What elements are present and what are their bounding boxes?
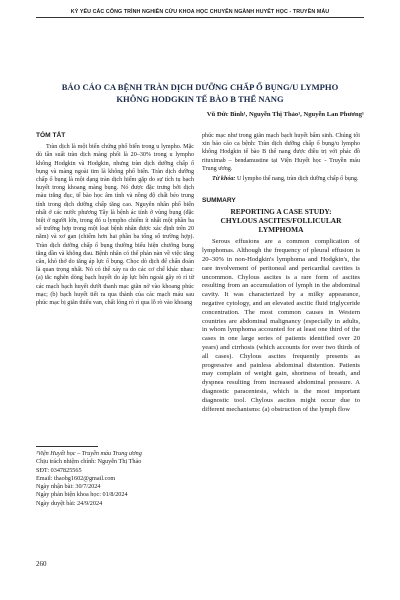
abstract-heading: TÓM TẮT — [36, 132, 66, 139]
summary-heading: SUMMARY — [202, 197, 236, 205]
article-title-line-2: KHÔNG HODGKIN TẾ BÀO B THỂ NANG — [116, 93, 284, 104]
article-title-line-1: BÁO CÁO CA BỆNH TRÀN DỊCH DƯỠNG CHẤP Ổ BỤNG/U LYMPHO — [61, 82, 339, 92]
journal-header: KỶ YẾU CÁC CÔNG TRÌNH NGHIÊN CỨU KHOA HỌC CHUYÊN NGÀNH HUYẾT HỌC - TRUYỀN MÁU — [70, 9, 330, 15]
header-rule — [36, 17, 364, 18]
english-title-line-1: REPORTING A CASE STUDY: — [230, 207, 332, 217]
footnote-rule — [36, 446, 98, 447]
keywords — [202, 175, 360, 183]
article-title — [36, 82, 364, 105]
abstract-vietnamese-part-1: Tràn dịch là một biến chứng phổ biến trong u lympho. Mặc dù tần suất tràn dịch màng phổi là 20–30% trong u lympho không Hodgkin và Hodgkin, nhưng tràn dịch dưỡng chấp ổ bụng và màng ngoài tim là không phổ biến. Tràn dịch dưỡng chấp ổ bụng là một dạng tràn dịch hiếm gặp do sự tích tụ bạch huyết trong khoang màng bụng. Nó được đặc trưng bởi dịch màu trắng đục, tế bào học âm tính và nồng độ chất béo trung tính trong dịch dưỡng chấp tăng cao. Nguyên nhân phổ biến nhất ở các nước phương Tây là bệnh ác tính ở vùng bụng (đặc biệt ở người lớn, trong đó u lympho chiếm ít nhất một phần ba số trường hợp trong một loạt bệnh nhân được xác định trên 20 năm) và xơ gan (chiếm hơn hai phần ba tổng số trường hợp). Tràn dịch dưỡng chấp ổ bụng thường biểu hiện chướng bụng tăng dần và không đau. Bệnh nhân có thể phàn nàn về việc tăng cân, khó thở do tăng áp lực ổ bụng. Chọc dò dịch để chẩn đoán là quan trọng nhất. Nó có thể xảy ra do các cơ chế khác nhau: (a) tắc nghẽn dòng bạch huyết do áp lực bên ngoài gây rò rỉ từ các mạch bạch huyết dưới thanh mạc giãn nở vào khoang phúc mạc; (b) bạch huyết tiết ra qua thành của các mạch máu sau phúc mạc bị giãn thiếu van, chất lỏng rò rỉ qua lỗ rò vào khoang — [36, 144, 194, 307]
right-column — [202, 132, 360, 414]
abstract-vietnamese-part-2: phúc mạc như trong giãn mạch bạch huyết bẩm sinh. Chúng tôi xin báo cáo ca bệnh: Tràn dịch dưỡng chấp ổ bụng/u lympho không Hodgkin tế bào B thể nang được điều trị với phác đồ rituximab – bendamustine tại Viện Huyết học - Truyền máu Trung ương. — [202, 133, 360, 172]
english-title-line-3: LYMPHOMA — [258, 225, 304, 235]
footnotes — [36, 450, 196, 508]
keywords-text: U lympho thể nang, tràn dịch dưỡng chấp ổ bụng. — [235, 176, 359, 183]
left-column — [36, 132, 194, 307]
footnote-email: Email: thaobg1602@gmail.com — [36, 474, 116, 482]
footnote-received: Ngày nhận bài: 30/7/2024 — [36, 483, 101, 491]
keywords-label: Từ khóa: — [212, 176, 236, 183]
footnote-phone: SĐT: 0347825565 — [36, 466, 82, 474]
english-title — [202, 207, 360, 234]
footnote-corresponding: Chịu trách nhiệm chính: Nguyễn Thị Thảo — [36, 458, 142, 466]
english-title-line-2: CHYLOUS ASCITES/FOLLICULAR — [220, 216, 342, 226]
footnote-affiliation: ¹Viện Huyết học – Truyền máu Trung ương — [36, 450, 142, 457]
page-number: 260 — [36, 560, 47, 568]
abstract-english: Serous effusions are a common complication of lymphomas. Although the frequency of pleural effusion is 20–30% in non-Hodgkin's lymphoma and Hodgkin's, the rare involvement of peritoneal and pericardial cavities is uncommon. Chylous ascites is a rare form of ascites resulting from an accumulation of lymph in the abdominal cavity. It was characterized by a milky appearance, negative cytology, and an elevated ascitic fluid triglyceride concentration. The most common causes in Western countries are abdominal malignancy (especially in adults, in whom lymphoma accounted for at least one third of the cases in one large series of patients identified over 20 years) and cirrhosis (which accounts for over two thirds of all cases). Chylous ascites frequently presents as progressive and painless abdominal distention. Patients may complain of weight gain, shortness of breath, and dyspnea resulting from increased abdominal pressure. A diagnostic paracentesis, which is the most important diagnostic tool. Chylous ascites might occur due to different mechanisms: (a) obstruction of the lymph flow — [202, 238, 360, 413]
footnote-reviewed: Ngày phản biện khoa học: 01/8/2024 — [36, 491, 128, 499]
authors: Vũ Đức Bình¹, Nguyễn Thị Thảo¹, Nguyễn Lan Phương¹ — [206, 111, 364, 118]
footnote-accepted: Ngày duyệt bài: 24/9/2024 — [36, 499, 103, 507]
